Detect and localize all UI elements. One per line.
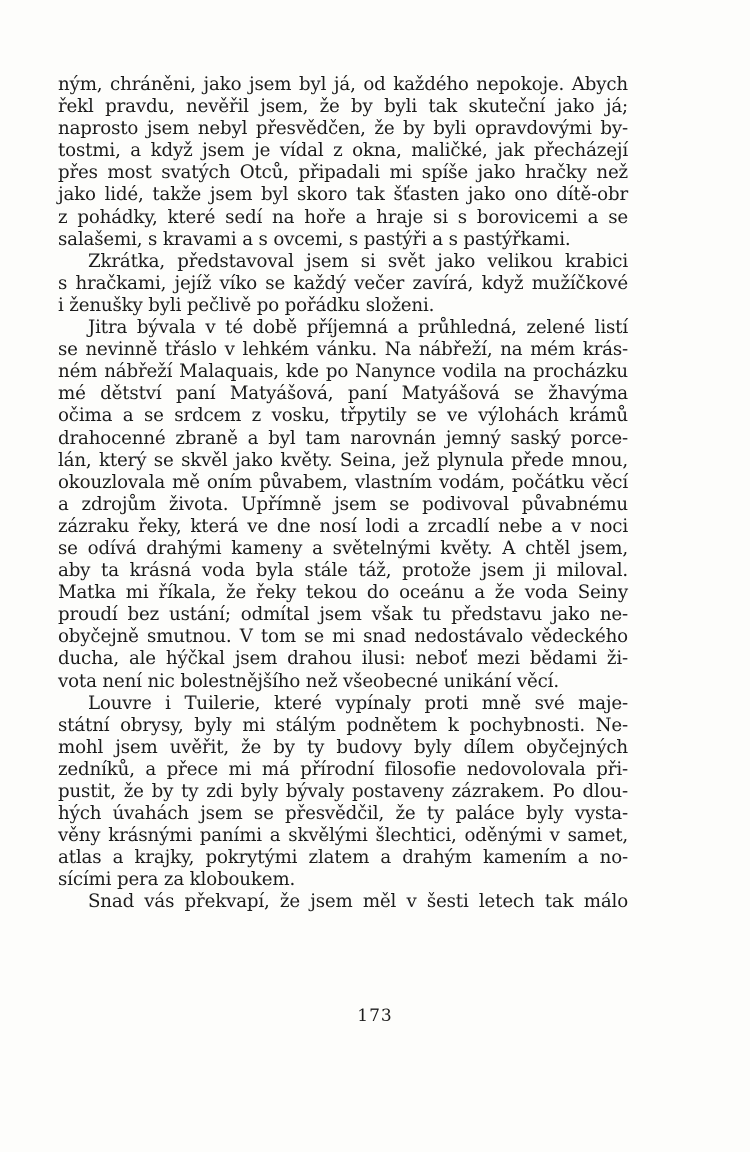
text-line: jako lidé, takže jsem byl skoro tak šťasten jako ono dítě-obr (58, 184, 628, 206)
text-line: Louvre i Tuilerie, které vypínaly proti mně své maje- (88, 692, 628, 714)
text-line: vota není nic bolestnějšího než všeobecné unikání věcí. (58, 670, 559, 692)
text-line: řekl pravdu, nevěřil jsem, že by byli tak skuteční jako já; (58, 96, 628, 118)
text-line: salašemi, s kravami a s ovcemi, s pastýři a s pastýřkami. (58, 228, 571, 250)
text-line: zázraku řeky, která ve dne nosí lodi a zrcadlí nebe a v noci (58, 515, 628, 537)
text-line: i ženušky byli pečlivě po pořádku složeni. (58, 294, 435, 316)
text-line: sícími pera za kloboukem. (58, 869, 296, 891)
text-line: mohl jsem uvěřit, že by ty budovy byly dílem obyčejných (58, 736, 628, 758)
text-line: státní obrysy, byly mi stálým podnětem k pochybnosti. Ne- (58, 714, 628, 736)
text-line: naprosto jsem nebyl přesvědčen, že by byli opravdovými by- (58, 118, 628, 140)
text-line: mé dětství paní Matyášová, paní Matyášová se žhavýma (58, 383, 628, 405)
text-line: atlas a krajky, pokrytými zlatem a drahým kamením a no- (58, 847, 628, 869)
text-line: z pohádky, které sedí na hoře a hraje si s borovicemi a se (58, 206, 628, 228)
text-line: přes most svatých Otců, připadali mi spíše jako hračky než (58, 162, 628, 184)
text-line: se odívá drahými kameny a světelnými květy. A chtěl jsem, (58, 537, 628, 559)
body-text (58, 74, 628, 914)
text-line: Matka mi říkala, že řeky tekou do oceánu a že voda Seiny (58, 582, 628, 604)
text-line: aby ta krásná voda byla stále táž, protože jsem ji miloval. (58, 560, 628, 582)
text-line: se nevinně třáslo v lehkém vánku. Na nábřeží, na mém krás- (58, 339, 628, 361)
text-line: drahocenné zbraně a byl tam narovnán jemný saský porce- (58, 427, 628, 449)
text-line: proudí bez ustání; odmítal jsem však tu představu jako ne- (58, 604, 628, 626)
text-line: okouzlovala mě oním půvabem, vlastním vodám, počátku věcí (58, 471, 628, 493)
text-line: očima a se srdcem z vosku, třpytily se ve výlohách krámů (58, 405, 628, 427)
text-line: zedníků, a přece mi má přírodní filosofie nedovolovala při- (58, 758, 628, 780)
text-line: Jitra bývala v té době příjemná a průhledná, zelené listí (88, 317, 628, 339)
text-line: Snad vás překvapí, že jsem měl v šesti letech tak málo (88, 891, 628, 913)
text-line: lán, který se skvěl jako květy. Seina, jež plynula přede mnou, (58, 449, 628, 471)
text-line: a zdrojům života. Upřímně jsem se podivoval půvabnému (58, 493, 628, 515)
text-line: hých úvahách jsem se přesvědčil, že ty paláce byly vysta- (58, 803, 628, 825)
text-line: ducha, ale hýčkal jsem drahou ilusi: neboť mezi bědami ži- (58, 648, 628, 670)
text-line: Zkrátka, představoval jsem si svět jako velikou krabici (88, 250, 628, 272)
text-line: ným, chráněni, jako jsem byl já, od každého nepokoje. Abych (58, 74, 628, 95)
page-number: 173 (357, 1006, 393, 1026)
text-line: obyčejně smutnou. V tom se mi snad nedostávalo vědeckého (58, 626, 628, 648)
text-line: pustit, že by ty zdi byly bývaly postaveny zázrakem. Po dlou- (58, 781, 628, 802)
text-line: věny krásnými paními a skvělými šlechtici, oděnými v samet, (58, 825, 628, 847)
text-line: tostmi, a když jsem je vídal z okna, maličké, jak přecházejí (58, 140, 628, 162)
text-line: ném nábřeží Malaquais, kde po Nanynce vodila na procházku (58, 361, 628, 383)
text-line: s hračkami, jejíž víko se každý večer zavírá, když mužíčkové (58, 272, 628, 294)
